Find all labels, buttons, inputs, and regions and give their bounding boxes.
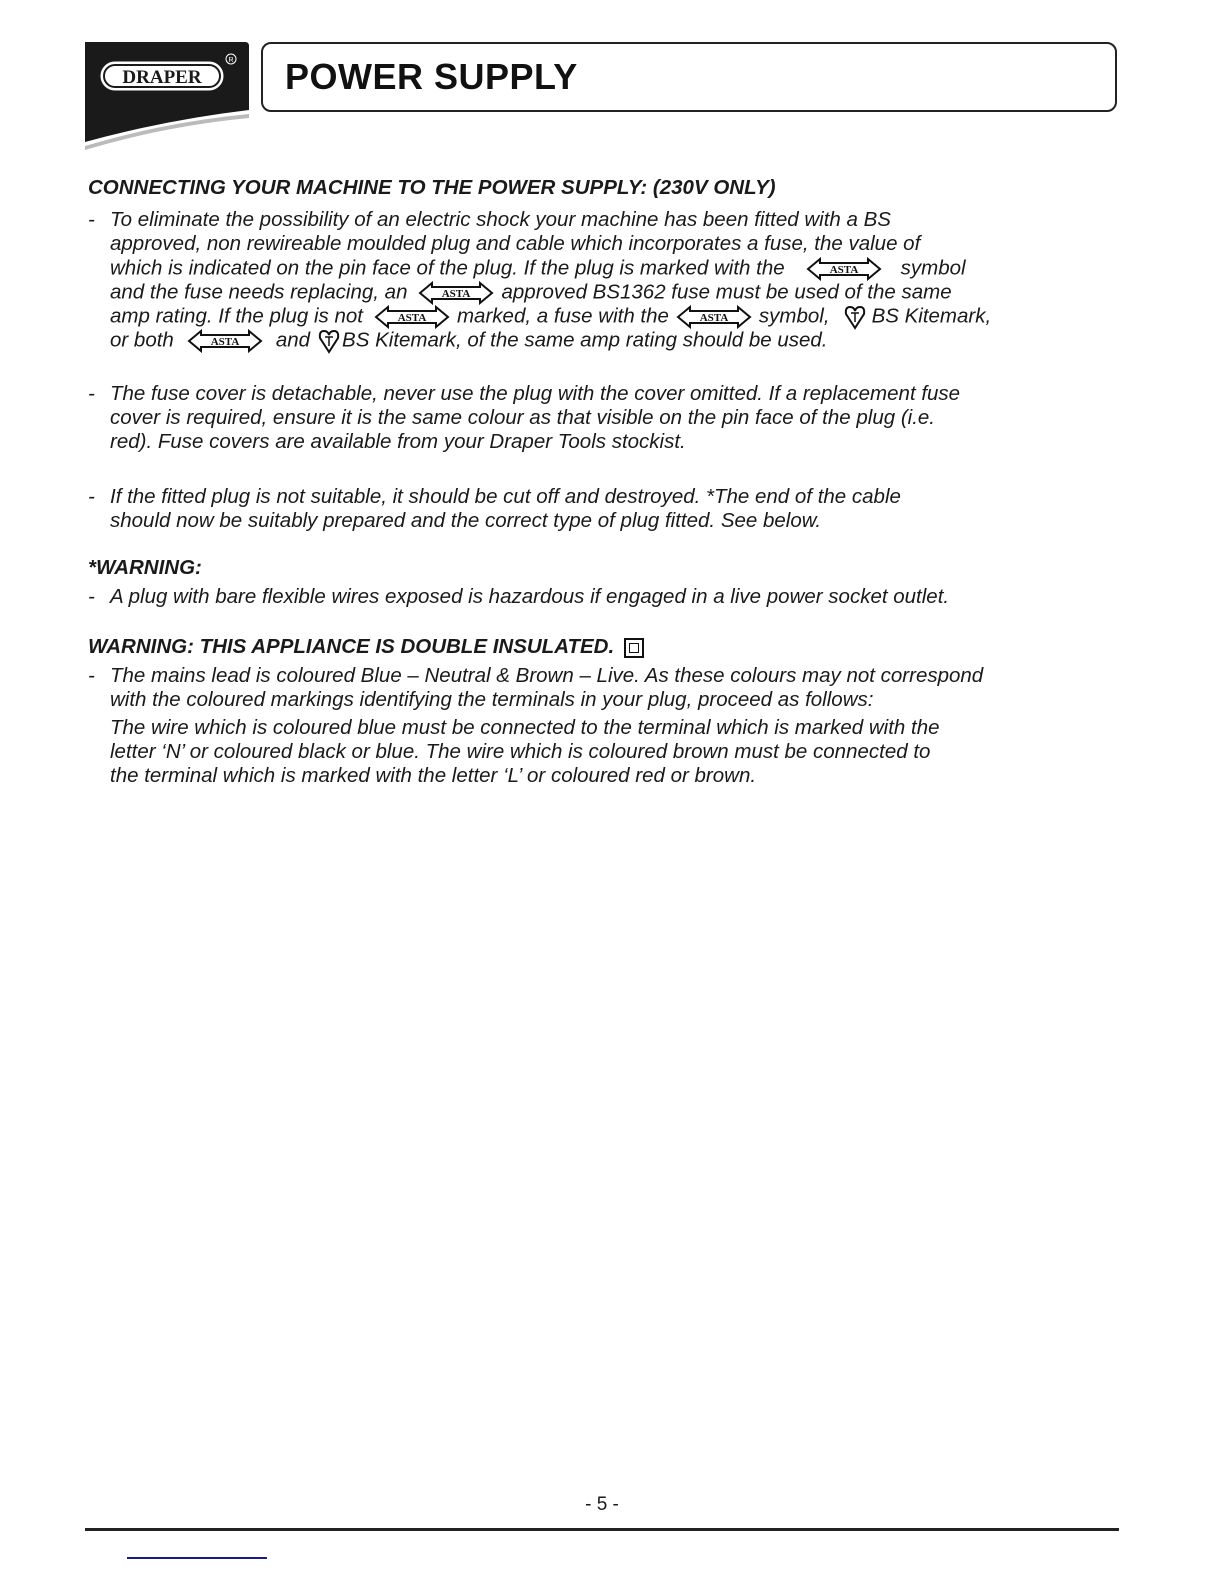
kitemark-icon	[844, 304, 866, 330]
footer-rule	[85, 1528, 1119, 1531]
svg-text:ASTA: ASTA	[210, 336, 240, 348]
text-line: red). Fuse covers are available from your Draper Tools stockist.	[110, 430, 686, 453]
bullet-dash: -	[88, 208, 95, 231]
page-number: - 5 -	[585, 1494, 619, 1515]
bullet-dash: -	[88, 585, 95, 608]
bullet-dash: -	[88, 664, 95, 687]
text-line: The mains lead is coloured Blue – Neutral & Brown – Live. As these colours may not correspond	[110, 664, 984, 687]
bullet-dash: -	[88, 382, 95, 405]
page-title-box	[261, 42, 1117, 112]
page-title: POWER SUPPLY	[285, 56, 578, 97]
text-line: The fuse cover is detachable, never use the plug with the cover omitted. If a replacement fuse	[110, 382, 961, 405]
asta-icon	[805, 256, 883, 282]
text-line: letter ‘N’ or coloured black or blue. The wire which is coloured brown must be connected to	[110, 740, 931, 763]
text-line: the terminal which is marked with the letter ‘L’ or coloured red or brown.	[110, 764, 757, 787]
text-line: amp rating. If the plug is not ASTA marked, a fuse with the ASTA symbol, BS Kitemark,	[110, 304, 991, 328]
asta-icon	[373, 304, 451, 330]
asta-icon	[417, 280, 495, 306]
text-line: approved, non rewireable moulded plug and cable which incorporates a fuse, the value of	[110, 232, 921, 255]
svg-text:R: R	[228, 57, 234, 64]
text-line: with the coloured markings identifying the terminals in your plug, proceed as follows:	[110, 688, 874, 711]
text-line: cover is required, ensure it is the same colour as that visible on the pin face of the plug (i.e.	[110, 406, 935, 429]
section-heading-connecting: CONNECTING YOUR MACHINE TO THE POWER SUPPLY: (230V ONLY)	[88, 176, 776, 199]
text-line: and the fuse needs replacing, an ASTA approved BS1362 fuse must be used of the same	[110, 280, 952, 304]
svg-text:ASTA: ASTA	[442, 288, 471, 300]
kitemark-icon	[318, 328, 340, 354]
text-line: If the fitted plug is not suitable, it should be cut off and destroyed. *The end of the cable	[110, 485, 901, 508]
text-line: A plug with bare flexible wires exposed is hazardous if engaged in a live power socket outlet.	[110, 585, 950, 608]
svg-text:ASTA: ASTA	[699, 312, 729, 324]
text-line: which is indicated on the pin face of the plug. If the plug is marked with the ASTA symbol	[110, 256, 966, 280]
logo-text: DRAPER	[122, 67, 202, 88]
svg-text:ASTA: ASTA	[829, 264, 858, 276]
asta-icon	[186, 328, 264, 354]
text-line: should now be suitably prepared and the correct type of plug fitted. See below.	[110, 509, 822, 532]
double-insulated-icon	[624, 638, 644, 658]
text-line: The wire which is coloured blue must be connected to the terminal which is marked with the	[110, 716, 940, 739]
asta-icon	[675, 304, 753, 330]
bullet-dash: -	[88, 485, 95, 508]
svg-text:ASTA: ASTA	[397, 312, 427, 324]
warning-heading: *WARNING:	[88, 556, 202, 579]
draper-logo	[85, 42, 249, 150]
text-line: To eliminate the possibility of an electric shock your machine has been fitted with a BS	[110, 208, 891, 231]
text-line: or both ASTA and BS Kitemark, of the same amp rating should be used.	[110, 328, 827, 352]
double-insulated-heading: WARNING: THIS APPLIANCE IS DOUBLE INSULATED.	[88, 635, 644, 659]
footer-link-underline[interactable]	[127, 1557, 267, 1559]
